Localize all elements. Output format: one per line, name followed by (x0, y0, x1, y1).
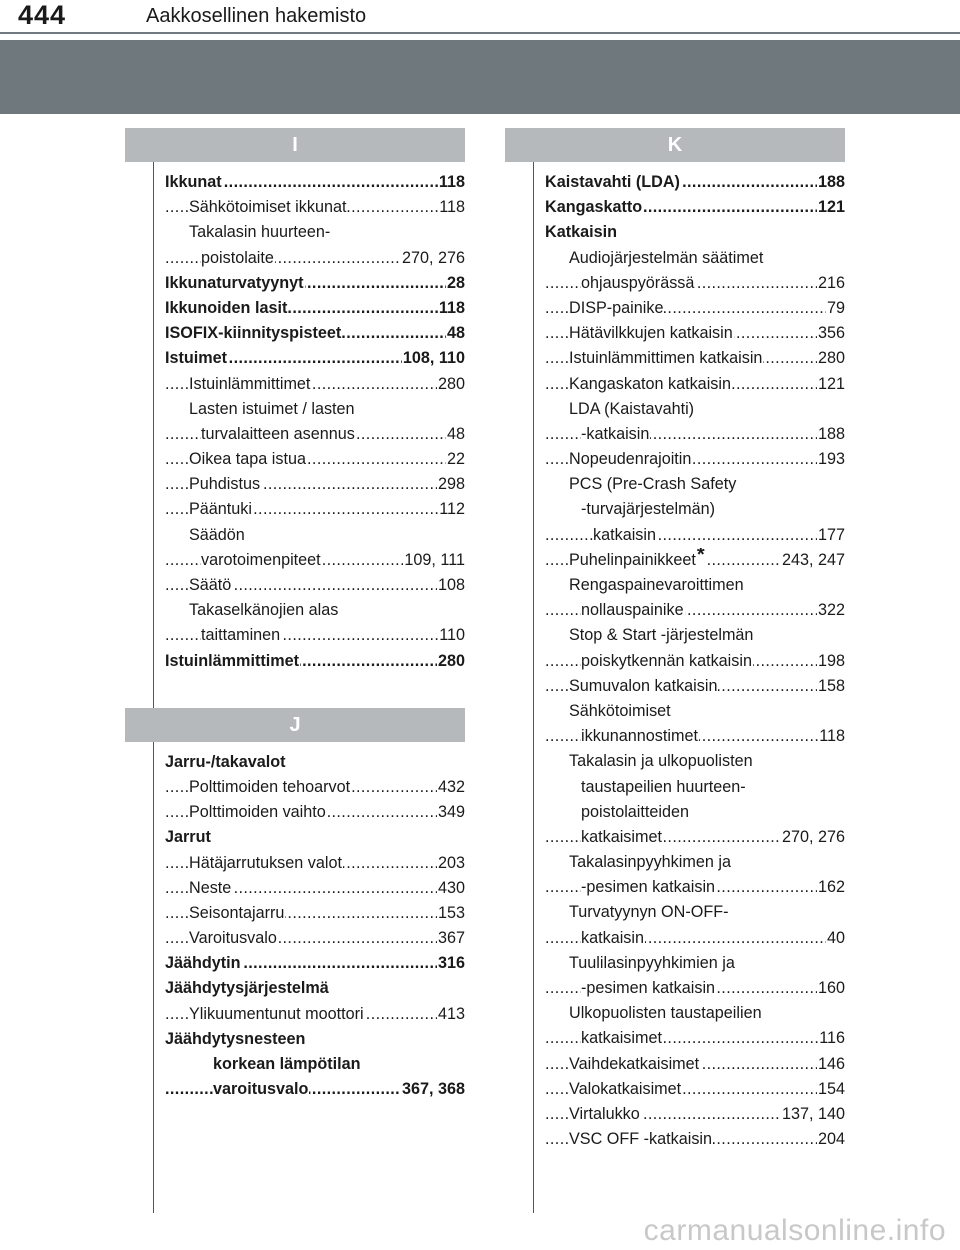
index-entry (545, 825, 845, 850)
section-i-entries (125, 170, 465, 674)
index-entry-text: Valokatkaisimet (569, 1079, 682, 1098)
section-k-entries (505, 170, 845, 1152)
index-entry (165, 649, 465, 674)
index-entry-text: Takalasin ja ulkopuolisten (569, 752, 753, 771)
index-entry-text: korkean lämpötilan (213, 1055, 361, 1073)
index-entry (545, 548, 845, 573)
index-entry-text: -pesimen katkaisin (581, 878, 716, 897)
index-entry-page: 118 (438, 296, 465, 321)
index-entry-text: Sähkötoimiset ikkunat (189, 198, 347, 217)
index-entry-text: Jäähdytin (165, 954, 241, 973)
index-entry-text: Polttimoiden vaihto (189, 803, 326, 822)
index-entry (165, 598, 465, 623)
index-entry (545, 321, 845, 346)
index-entry-page: 154 (817, 1077, 845, 1102)
index-entry (165, 497, 465, 522)
index-entry-text: Istuinlämmittimet (165, 651, 300, 670)
index-entry-text: poistolaite (201, 248, 274, 267)
index-entry (545, 497, 845, 522)
index-entry-text: Neste (189, 878, 232, 897)
index-entry-text: Kangaskatto (545, 198, 643, 217)
index-entry-page: 280 (817, 346, 845, 371)
left-column (125, 128, 465, 1102)
index-entry (545, 246, 845, 271)
index-entry-text: Ulkopuolisten taustapeilien (569, 1004, 762, 1023)
index-entry-page: 349 (437, 800, 465, 825)
index-entry (165, 976, 465, 1001)
index-entry-page: 108, 110 (402, 346, 465, 371)
index-entry (545, 472, 845, 497)
index-entry (545, 800, 845, 825)
index-entry (165, 346, 465, 371)
index-entry-text: ohjauspyörässä (581, 273, 695, 292)
index-entry-text: Vaihdekatkaisimet (569, 1054, 700, 1073)
index-entry-page: 243, 247 (781, 548, 845, 573)
index-entry (545, 170, 845, 195)
index-entry (165, 195, 465, 220)
index-entry (165, 951, 465, 976)
index-entry-page: 118 (438, 195, 465, 220)
index-entry-page: 109, 111 (403, 548, 465, 573)
index-entry-page: 280 (437, 649, 465, 674)
index-entry-text: Virtalukko (569, 1104, 640, 1123)
index-entry (545, 523, 845, 548)
index-entry-text: Audiojärjestelmän säätimet (569, 248, 764, 267)
index-entry (545, 1127, 845, 1152)
index-entry-text: Oikea tapa istua (189, 450, 306, 469)
index-entry (165, 1077, 465, 1102)
index-entry (165, 1002, 465, 1027)
index-entry (545, 598, 845, 623)
index-entry (165, 472, 465, 497)
index-entry (165, 926, 465, 951)
index-entry-text: poiskytkennän katkaisin (581, 651, 752, 670)
index-entry-text: taustapeilien huurteen- (581, 777, 746, 796)
index-entry-text: Takalasinpyyhkimen ja (569, 853, 731, 872)
index-entry-text: Puhelinpainikkeet (569, 550, 696, 569)
index-entry (545, 1077, 845, 1102)
index-entry-text: Stop & Start -järjestelmän (569, 626, 754, 645)
index-entry-text: -katkaisin (581, 424, 650, 443)
index-entry (165, 271, 465, 296)
index-entry (545, 649, 845, 674)
index-entry-text: varoitusvalo (213, 1080, 309, 1099)
header-banner (0, 40, 960, 114)
index-entry-page: 121 (817, 372, 845, 397)
index-entry (545, 220, 845, 245)
index-entry-text: DISP-painike (569, 298, 664, 317)
index-entry-page: 188 (817, 170, 845, 195)
index-entry-text: Jäähdytysnesteen (165, 1029, 306, 1048)
index-entry (165, 296, 465, 321)
index-entry-text: Polttimoiden tehoarvot (189, 777, 351, 796)
index-entry-text: Sumuvalon katkaisin (569, 676, 718, 695)
index-entry (545, 1001, 845, 1026)
index-entry-page: 112 (438, 497, 465, 522)
footnote-star: * (697, 548, 705, 566)
index-entry-page: 162 (817, 875, 845, 900)
index-entry (165, 220, 465, 245)
index-entry-page: 316 (437, 951, 465, 976)
index-entry-text: katkaisimet (581, 1029, 662, 1048)
index-entry-text: varotoimenpiteet (201, 550, 321, 569)
index-entry-text: Hätäjarrutuksen valot (189, 853, 342, 872)
index-entry (165, 1052, 465, 1077)
index-entry-text: nollauspainike (581, 601, 684, 620)
index-entry (545, 976, 845, 1001)
index-entry-page: 108 (437, 573, 465, 598)
index-entry-page: 270, 276 (401, 246, 465, 271)
index-entry-text: Pääntuki (189, 500, 252, 519)
section-header-i: I (125, 128, 465, 162)
index-entry (165, 775, 465, 800)
index-entry-page: 116 (818, 1026, 845, 1051)
index-entry (545, 1052, 845, 1077)
index-entry (165, 422, 465, 447)
index-entry-page: 118 (438, 170, 465, 195)
index-entry-page: 430 (437, 876, 465, 901)
index-entry (545, 296, 845, 321)
index-entry (545, 951, 845, 976)
index-entry-text: Ikkunoiden lasit (165, 298, 288, 317)
index-entry (165, 1027, 465, 1052)
index-entry-text: Tuulilasinpyyhkimien ja (569, 953, 735, 972)
index-entry-page: 40 (826, 926, 845, 951)
index-entry-text: Ylikuumentunut moottori (189, 1004, 364, 1023)
index-entry (165, 573, 465, 598)
index-entry-page: 203 (437, 851, 465, 876)
index-entry-text: Takalasin huurteen- (189, 223, 331, 242)
index-entry (165, 825, 465, 850)
index-entry (165, 321, 465, 346)
index-entry-page: 204 (817, 1127, 845, 1152)
index-entry-page: 177 (817, 523, 845, 548)
index-entry (545, 447, 845, 472)
index-entry (165, 246, 465, 271)
index-entry (545, 422, 845, 447)
index-entry-text: Nopeudenrajoitin (569, 450, 692, 469)
index-entry-page: 110 (438, 623, 465, 648)
index-entry-text: Säätö (189, 576, 232, 594)
index-entry-page: 28 (446, 271, 465, 296)
index-entry (545, 346, 845, 371)
index-entry-page: 48 (446, 422, 465, 447)
index-entry-page: 367, 368 (401, 1077, 465, 1102)
index-entry (165, 170, 465, 195)
index-entry (545, 875, 845, 900)
index-entry-page: 193 (817, 447, 845, 472)
index-entry-page: 198 (817, 649, 845, 674)
index-entry-text: Säädön (189, 525, 245, 544)
index-entry-text: Jarru-/takavalot (165, 752, 286, 771)
index-entry-text: Ikkunaturvatyynyt (165, 273, 304, 292)
index-entry-text: Rengaspainevaroittimen (569, 576, 744, 594)
index-entry-page: 121 (817, 195, 845, 220)
index-entry-text: Puhdistus (189, 475, 261, 494)
index-entry-page: 216 (817, 271, 845, 296)
page-title: Aakkosellinen hakemisto (146, 5, 367, 27)
index-entry-text: ISOFIX-kiinnityspisteet (165, 324, 342, 343)
index-entry-text: Istuimet (165, 349, 228, 368)
index-entry-page: 146 (817, 1052, 845, 1077)
index-entry-page: 48 (446, 321, 465, 346)
index-entry (165, 548, 465, 573)
index-entry (165, 876, 465, 901)
index-entry-text: Jarrut (165, 828, 211, 847)
index-entry-text: Hätävilkkujen katkaisin (569, 324, 733, 343)
index-entry-text: -pesimen katkaisin (581, 979, 716, 997)
index-entry (165, 447, 465, 472)
index-entry (545, 271, 845, 296)
index-entry-text: ikkunannostimet (581, 727, 698, 746)
index-entry-text: PCS (Pre-Crash Safety (569, 475, 737, 494)
index-entry (165, 372, 465, 397)
index-entry-text: Jäähdytysjärjestelmä (165, 979, 329, 998)
watermark: carmanualsonline.info (643, 1214, 946, 1247)
index-entry-page: 432 (437, 775, 465, 800)
index-entry-text: taittaminen (201, 626, 281, 645)
index-entry (165, 800, 465, 825)
index-entry-text: Istuinlämmittimen katkaisin (569, 349, 763, 368)
index-entry-page: 298 (437, 472, 465, 497)
index-entry-text: Varoitusvalo (189, 929, 277, 948)
index-entry-text: katkaisin (581, 928, 644, 947)
index-entry (545, 850, 845, 875)
index-entry (165, 851, 465, 876)
index-entry-page: 356 (817, 321, 845, 346)
index-entry (165, 750, 465, 775)
index-entry-text: Lasten istuimet / lasten (189, 399, 355, 418)
index-entry (545, 397, 845, 422)
index-entry-text: Takaselkänojien alas (189, 601, 339, 620)
index-entry-text: Kaistavahti (LDA) (545, 173, 680, 191)
index-entry-text: Istuinlämmittimet (189, 374, 311, 393)
index-entry-page: 137, 140 (781, 1102, 845, 1127)
index-entry (545, 749, 845, 774)
index-entry (545, 674, 845, 699)
index-entry (545, 724, 845, 749)
index-entry (545, 1026, 845, 1051)
index-entry (165, 397, 465, 422)
page-number: 444 (18, 0, 67, 30)
index-entry-text: -turvajärjestelmän) (581, 500, 716, 519)
index-entry (545, 926, 845, 951)
index-entry (165, 901, 465, 926)
index-entry-text: Turvatyynyn ON-OFF- (569, 903, 729, 922)
index-entry (165, 623, 465, 648)
index-entry (545, 372, 845, 397)
index-entry-page: 160 (817, 976, 845, 1001)
index-entry-page: 153 (437, 901, 465, 926)
index-entry-page: 22 (446, 447, 465, 472)
index-entry (545, 699, 845, 724)
header-rule (0, 32, 960, 34)
right-column (505, 128, 845, 1152)
index-entry-page: 367 (437, 926, 465, 951)
index-entry (545, 1102, 845, 1127)
index-entry-text: poistolaitteiden (581, 802, 689, 821)
index-entry-page: 118 (818, 724, 845, 749)
index-entry-page: 79 (826, 296, 845, 321)
index-entry-page: 280 (437, 372, 465, 397)
section-header-j: J (125, 708, 465, 742)
index-entry (165, 523, 465, 548)
index-entry-text: turvalaitteen asennus (201, 424, 355, 443)
index-entry-page: 322 (817, 598, 845, 623)
index-entry-page: 413 (437, 1002, 465, 1027)
index-entry (545, 573, 845, 598)
index-entry-page: 270, 276 (781, 825, 845, 850)
index-entry (545, 775, 845, 800)
index-entry-text: Sähkötoimiset (569, 701, 671, 720)
index-entry-text: Kangaskaton katkaisin (569, 374, 731, 393)
index-entry-text: Seisontajarru (189, 903, 285, 922)
index-entry-text: Ikkunat (165, 173, 222, 191)
index-entry-text: katkaisin (593, 525, 656, 544)
section-header-k: K (505, 128, 845, 162)
index-entry-text: VSC OFF -katkaisin (569, 1130, 713, 1149)
index-entry-text: katkaisimet (581, 827, 662, 846)
index-entry-page: 158 (817, 674, 845, 699)
index-entry (545, 195, 845, 220)
page-header (0, 0, 960, 34)
section-j-entries (125, 750, 465, 1103)
index-entry-page: 188 (817, 422, 845, 447)
index-entry-text: Katkaisin (545, 223, 617, 242)
index-entry (545, 900, 845, 925)
index-entry-text: LDA (Kaistavahti) (569, 399, 695, 418)
index-entry (545, 623, 845, 648)
